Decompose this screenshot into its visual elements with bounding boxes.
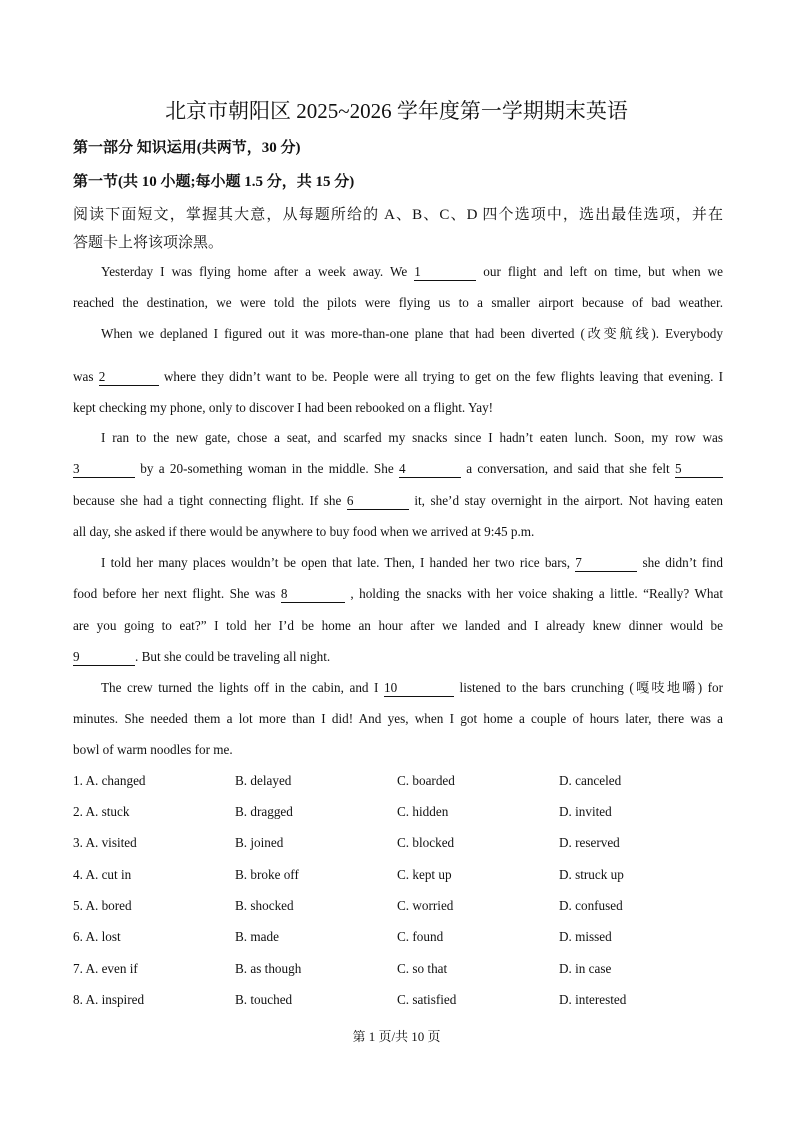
blank-4: 4 [399,461,461,478]
option-row-1 [73,773,723,793]
option-a[interactable]: 2. A. stuck [73,804,130,819]
passage-line: I told her many places wouldn’t be open that late. Then, I handed her two rice bars, 7 she didn’t find [101,555,723,570]
blank-8: 8 [281,586,345,603]
page-footer: 第 1 页/共 10 页 [352,1029,441,1044]
option-c[interactable]: C. found [397,929,444,944]
part-heading: 第一部分 知识运用(共两节，30 分) [73,140,301,156]
passage-line: food before her next flight. She was 8 , holding the snacks with her voice shaking a little. “Really? What [73,586,724,601]
option-c[interactable]: C. boarded [397,773,455,788]
blank-3: 3 [73,461,135,478]
option-d[interactable]: D. reserved [559,835,620,850]
option-c[interactable]: C. hidden [397,804,449,819]
option-a[interactable]: 5. A. bored [73,898,132,913]
passage-line: Yesterday I was flying home after a week away. We 1 our flight and left on time, but when we [101,264,724,279]
option-b[interactable]: B. dragged [235,804,293,819]
passage-line: reached the destination, we were told the pilots were flying us to a smaller airport because of bad weather. [73,295,723,310]
passage-line: The crew turned the lights off in the cabin, and I 10 listened to the bars crunching (嘎吱地嚼) for [101,680,724,695]
option-b[interactable]: B. touched [235,992,293,1007]
option-row-5 [73,898,723,918]
option-d[interactable]: D. struck up [559,867,624,882]
option-row-8 [73,992,723,1012]
option-d[interactable]: D. confused [559,898,623,913]
option-row-6 [73,929,723,949]
option-row-4 [73,867,723,887]
passage-line: When we deplaned I figured out it was more-than-one plane that had been diverted (改变航线). Everybody [101,326,723,341]
option-b[interactable]: B. joined [235,835,284,850]
option-d[interactable]: D. interested [559,992,627,1007]
option-b[interactable]: B. shocked [235,898,294,913]
option-d[interactable]: D. invited [559,804,612,819]
blank-7: 7 [575,555,637,572]
blank-1: 1 [414,264,476,281]
page-title: 北京市朝阳区 2025~2026 学年度第一学期期末英语 [165,99,628,123]
passage-line: kept checking my phone, only to discover I had been rebooked on a flight. Yay! [73,400,494,415]
option-c[interactable]: C. blocked [397,835,455,850]
option-d[interactable]: D. in case [559,961,612,976]
passage-line: are you going to eat?” I told her I’d be home an hour after we landed and I already knew dinner would be [73,618,723,633]
section-heading: 第一节(共 10 小题;每小题 1.5 分，共 15 分) [73,174,355,190]
passage-line: was 2 where they didn’t want to be. People were all trying to get on the few flights leaving that evening. I [73,369,724,384]
option-a[interactable]: 7. A. even if [73,961,138,976]
blank-6: 6 [347,493,409,510]
option-b[interactable]: B. broke off [235,867,299,882]
option-row-7 [73,961,723,981]
passage-line: because she had a tight connecting flight. If she 6 it, she’d stay overnight in the airport. Not having eaten [73,493,724,508]
option-c[interactable]: C. satisfied [397,992,457,1007]
blank-10: 10 [384,680,454,697]
passage-line: 9 . But she could be traveling all night. [73,649,331,664]
option-a[interactable]: 4. A. cut in [73,867,132,882]
option-c[interactable]: C. worried [397,898,454,913]
passage-line: I ran to the new gate, chose a seat, and scarfed my snacks since I hadn’t eaten lunch. Soon, my row was [101,430,723,445]
option-d[interactable]: D. canceled [559,773,622,788]
option-a[interactable]: 3. A. visited [73,835,137,850]
passage-line: bowl of warm noodles for me. [73,742,233,757]
option-row-3 [73,835,723,855]
instruction-line-1: 阅读下面短文，掌握其大意，从每题所给的 A、B、C、D 四个选项中，选出最佳选项，并在 [73,207,723,223]
option-a[interactable]: 8. A. inspired [73,992,145,1007]
option-b[interactable]: B. made [235,929,279,944]
option-row-2 [73,804,723,824]
option-b[interactable]: B. as though [235,961,302,976]
option-b[interactable]: B. delayed [235,773,292,788]
option-d[interactable]: D. missed [559,929,612,944]
instruction-line-2: 答题卡上将该项涂黑。 [73,235,224,251]
option-a[interactable]: 1. A. changed [73,773,146,788]
passage-line: minutes. She needed them a lot more than I did! And yes, when I got home a couple of hours later, there was a [73,711,723,726]
option-c[interactable]: C. so that [397,961,448,976]
blank-5: 5 [675,461,723,478]
passage-line: 3 by a 20-something woman in the middle. She 4 a conversation, and said that she felt 5 [73,453,723,484]
blank-9: 9 [73,649,135,666]
option-c[interactable]: C. kept up [397,867,452,882]
option-a[interactable]: 6. A. lost [73,929,121,944]
passage-line: all day, she asked if there would be anywhere to buy food when we arrived at 9:45 p.m. [73,524,535,539]
blank-2: 2 [99,369,159,386]
